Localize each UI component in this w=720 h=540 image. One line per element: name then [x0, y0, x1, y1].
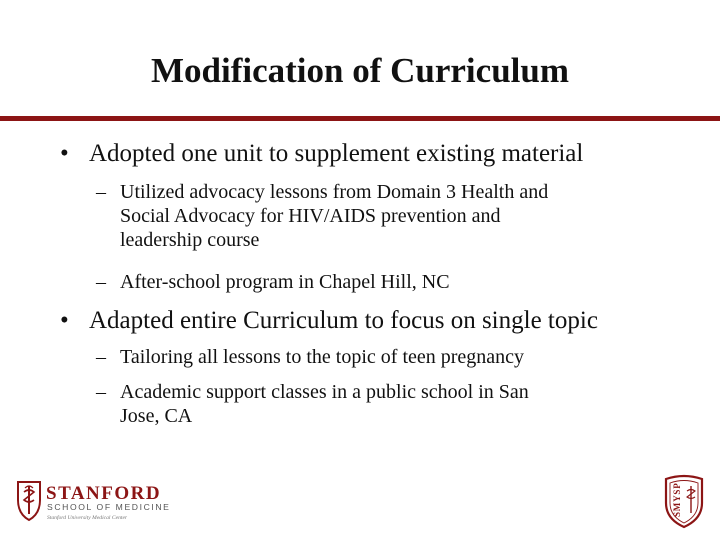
sub-bullet-line: Social Advocacy for HIV/AIDS prevention and	[120, 205, 501, 227]
sub-bullet-text	[120, 380, 640, 428]
sub-bullet-line: Jose, CA	[120, 405, 193, 427]
stanford-shield-icon	[18, 482, 40, 520]
sub-bullet-marker: –	[96, 346, 106, 368]
sub-bullet-text	[120, 180, 640, 252]
sub-bullet-marker: –	[96, 271, 106, 293]
medical-center-text: Stanford University Medical Center	[47, 515, 128, 521]
bullet-marker: •	[60, 140, 69, 167]
sub-bullet-line: Academic support classes in a public school in San	[120, 381, 529, 403]
title-divider	[0, 116, 720, 121]
sub-bullet-marker: –	[96, 181, 106, 203]
sub-bullet-line: After-school program in Chapel Hill, NC	[120, 271, 450, 293]
bullet-marker: •	[60, 307, 69, 334]
smysp-text: SMYSP	[672, 482, 682, 517]
slide-title: Modification of Curriculum	[150, 51, 570, 90]
bullet-text: Adopted one unit to supplement existing material	[89, 140, 584, 167]
sub-bullet-line: Utilized advocacy lessons from Domain 3 Health and	[120, 181, 549, 203]
sub-bullet-text	[120, 345, 640, 369]
sub-bullet-line: Tailoring all lessons to the topic of teen pregnancy	[120, 346, 525, 368]
sub-bullet-marker: –	[96, 381, 106, 403]
smysp-shield-logo	[662, 473, 706, 529]
bullet-text: Adapted entire Curriculum to focus on single topic	[89, 307, 598, 334]
sub-bullet-line: leadership course	[120, 229, 260, 251]
sub-bullet-text	[120, 270, 640, 294]
stanford-wordmark: STANFORD	[46, 483, 162, 504]
stanford-medicine-logo	[16, 478, 176, 524]
school-of-medicine-text: SCHOOL OF MEDICINE	[47, 502, 171, 512]
